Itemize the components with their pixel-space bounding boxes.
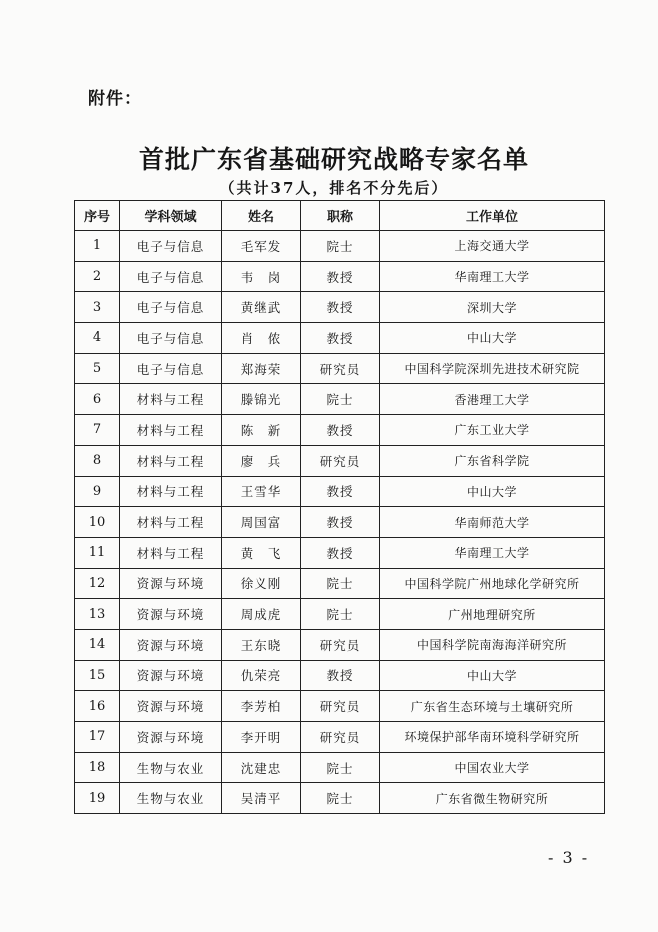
header-unit: 工作单位 [380, 201, 605, 231]
cell-field: 材料与工程 [120, 415, 222, 446]
cell-title: 教授 [301, 415, 380, 446]
cell-field: 生物与农业 [120, 752, 222, 783]
cell-unit: 华南师范大学 [380, 507, 605, 538]
table-row [75, 752, 605, 783]
cell-index: 9 [75, 476, 120, 507]
cell-field: 资源与环境 [120, 691, 222, 722]
cell-unit: 广州地理研究所 [380, 599, 605, 630]
cell-index: 8 [75, 445, 120, 476]
cell-name: 黄 飞 [222, 537, 301, 568]
attachment-label: 附件： [88, 89, 142, 109]
table-header-row [75, 201, 605, 231]
cell-title: 教授 [301, 660, 380, 691]
document-subtitle: （共计37人，排名不分先后） [219, 179, 449, 197]
cell-index: 15 [75, 660, 120, 691]
cell-title: 教授 [301, 476, 380, 507]
cell-unit: 深圳大学 [380, 292, 605, 323]
cell-field: 材料与工程 [120, 537, 222, 568]
cell-field: 材料与工程 [120, 476, 222, 507]
header-index: 序号 [75, 201, 120, 231]
cell-name: 沈建忠 [222, 752, 301, 783]
cell-index: 5 [75, 353, 120, 384]
header-field: 学科领域 [120, 201, 222, 231]
table-row [75, 629, 605, 660]
table-row [75, 691, 605, 722]
cell-field: 生物与农业 [120, 783, 222, 814]
cell-name: 廖 兵 [222, 445, 301, 476]
cell-index: 12 [75, 568, 120, 599]
cell-unit: 中国科学院南海海洋研究所 [380, 629, 605, 660]
expert-table [74, 200, 605, 814]
cell-title: 教授 [301, 292, 380, 323]
header-name: 姓名 [222, 201, 301, 231]
cell-unit: 环境保护部华南环境科学研究所 [380, 722, 605, 753]
cell-name: 徐义刚 [222, 568, 301, 599]
table-row [75, 445, 605, 476]
cell-index: 4 [75, 323, 120, 354]
table-row [75, 476, 605, 507]
table-row [75, 599, 605, 630]
cell-index: 11 [75, 537, 120, 568]
cell-field: 材料与工程 [120, 507, 222, 538]
cell-name: 王东晓 [222, 629, 301, 660]
cell-name: 周国富 [222, 507, 301, 538]
table-row [75, 722, 605, 753]
cell-unit: 中山大学 [380, 476, 605, 507]
cell-index: 7 [75, 415, 120, 446]
cell-field: 资源与环境 [120, 629, 222, 660]
cell-name: 周成虎 [222, 599, 301, 630]
cell-field: 电子与信息 [120, 292, 222, 323]
cell-name: 郑海荣 [222, 353, 301, 384]
table-row [75, 415, 605, 446]
cell-index: 2 [75, 261, 120, 292]
cell-unit: 广东省微生物研究所 [380, 783, 605, 814]
cell-name: 肖 侬 [222, 323, 301, 354]
document-title: 首批广东省基础研究战略专家名单 [138, 145, 529, 174]
cell-field: 电子与信息 [120, 231, 222, 262]
cell-title: 院士 [301, 568, 380, 599]
table-row [75, 323, 605, 354]
cell-index: 18 [75, 752, 120, 783]
cell-name: 仇荣亮 [222, 660, 301, 691]
cell-unit: 广东工业大学 [380, 415, 605, 446]
cell-field: 电子与信息 [120, 353, 222, 384]
table-row [75, 231, 605, 262]
cell-index: 10 [75, 507, 120, 538]
cell-title: 院士 [301, 599, 380, 630]
cell-title: 教授 [301, 323, 380, 354]
cell-index: 6 [75, 384, 120, 415]
cell-name: 黄继武 [222, 292, 301, 323]
table-row [75, 568, 605, 599]
cell-field: 资源与环境 [120, 599, 222, 630]
cell-unit: 中国科学院广州地球化学研究所 [380, 568, 605, 599]
cell-name: 王雪华 [222, 476, 301, 507]
cell-field: 资源与环境 [120, 660, 222, 691]
cell-name: 陈 新 [222, 415, 301, 446]
table-body [75, 231, 605, 814]
cell-unit: 广东省科学院 [380, 445, 605, 476]
cell-name: 滕锦光 [222, 384, 301, 415]
cell-index: 14 [75, 629, 120, 660]
cell-unit: 中山大学 [380, 660, 605, 691]
cell-unit: 华南理工大学 [380, 537, 605, 568]
cell-index: 1 [75, 231, 120, 262]
cell-index: 19 [75, 783, 120, 814]
cell-field: 材料与工程 [120, 445, 222, 476]
cell-title: 院士 [301, 783, 380, 814]
cell-title: 研究员 [301, 691, 380, 722]
cell-index: 3 [75, 292, 120, 323]
cell-name: 李芳柏 [222, 691, 301, 722]
cell-title: 院士 [301, 752, 380, 783]
cell-unit: 香港理工大学 [380, 384, 605, 415]
cell-name: 吴清平 [222, 783, 301, 814]
cell-name: 韦 岗 [222, 261, 301, 292]
cell-unit: 中国科学院深圳先进技术研究院 [380, 353, 605, 384]
table-row [75, 353, 605, 384]
cell-name: 毛军发 [222, 231, 301, 262]
cell-title: 研究员 [301, 445, 380, 476]
cell-unit: 中山大学 [380, 323, 605, 354]
cell-title: 研究员 [301, 629, 380, 660]
table-row [75, 783, 605, 814]
cell-field: 材料与工程 [120, 384, 222, 415]
cell-unit: 广东省生态环境与土壤研究所 [380, 691, 605, 722]
cell-title: 研究员 [301, 722, 380, 753]
cell-field: 电子与信息 [120, 261, 222, 292]
table-row [75, 507, 605, 538]
table-row [75, 537, 605, 568]
page-number: - 3 - [548, 848, 590, 867]
cell-unit: 中国农业大学 [380, 752, 605, 783]
cell-field: 资源与环境 [120, 722, 222, 753]
table-row [75, 261, 605, 292]
cell-title: 教授 [301, 507, 380, 538]
cell-title: 教授 [301, 537, 380, 568]
cell-title: 院士 [301, 231, 380, 262]
cell-unit: 上海交通大学 [380, 231, 605, 262]
cell-unit: 华南理工大学 [380, 261, 605, 292]
table-row [75, 660, 605, 691]
table-row [75, 292, 605, 323]
table-row [75, 384, 605, 415]
cell-field: 资源与环境 [120, 568, 222, 599]
cell-index: 16 [75, 691, 120, 722]
cell-index: 13 [75, 599, 120, 630]
cell-field: 电子与信息 [120, 323, 222, 354]
cell-name: 李开明 [222, 722, 301, 753]
cell-title: 教授 [301, 261, 380, 292]
cell-title: 研究员 [301, 353, 380, 384]
header-title: 职称 [301, 201, 380, 231]
cell-title: 院士 [301, 384, 380, 415]
cell-index: 17 [75, 722, 120, 753]
